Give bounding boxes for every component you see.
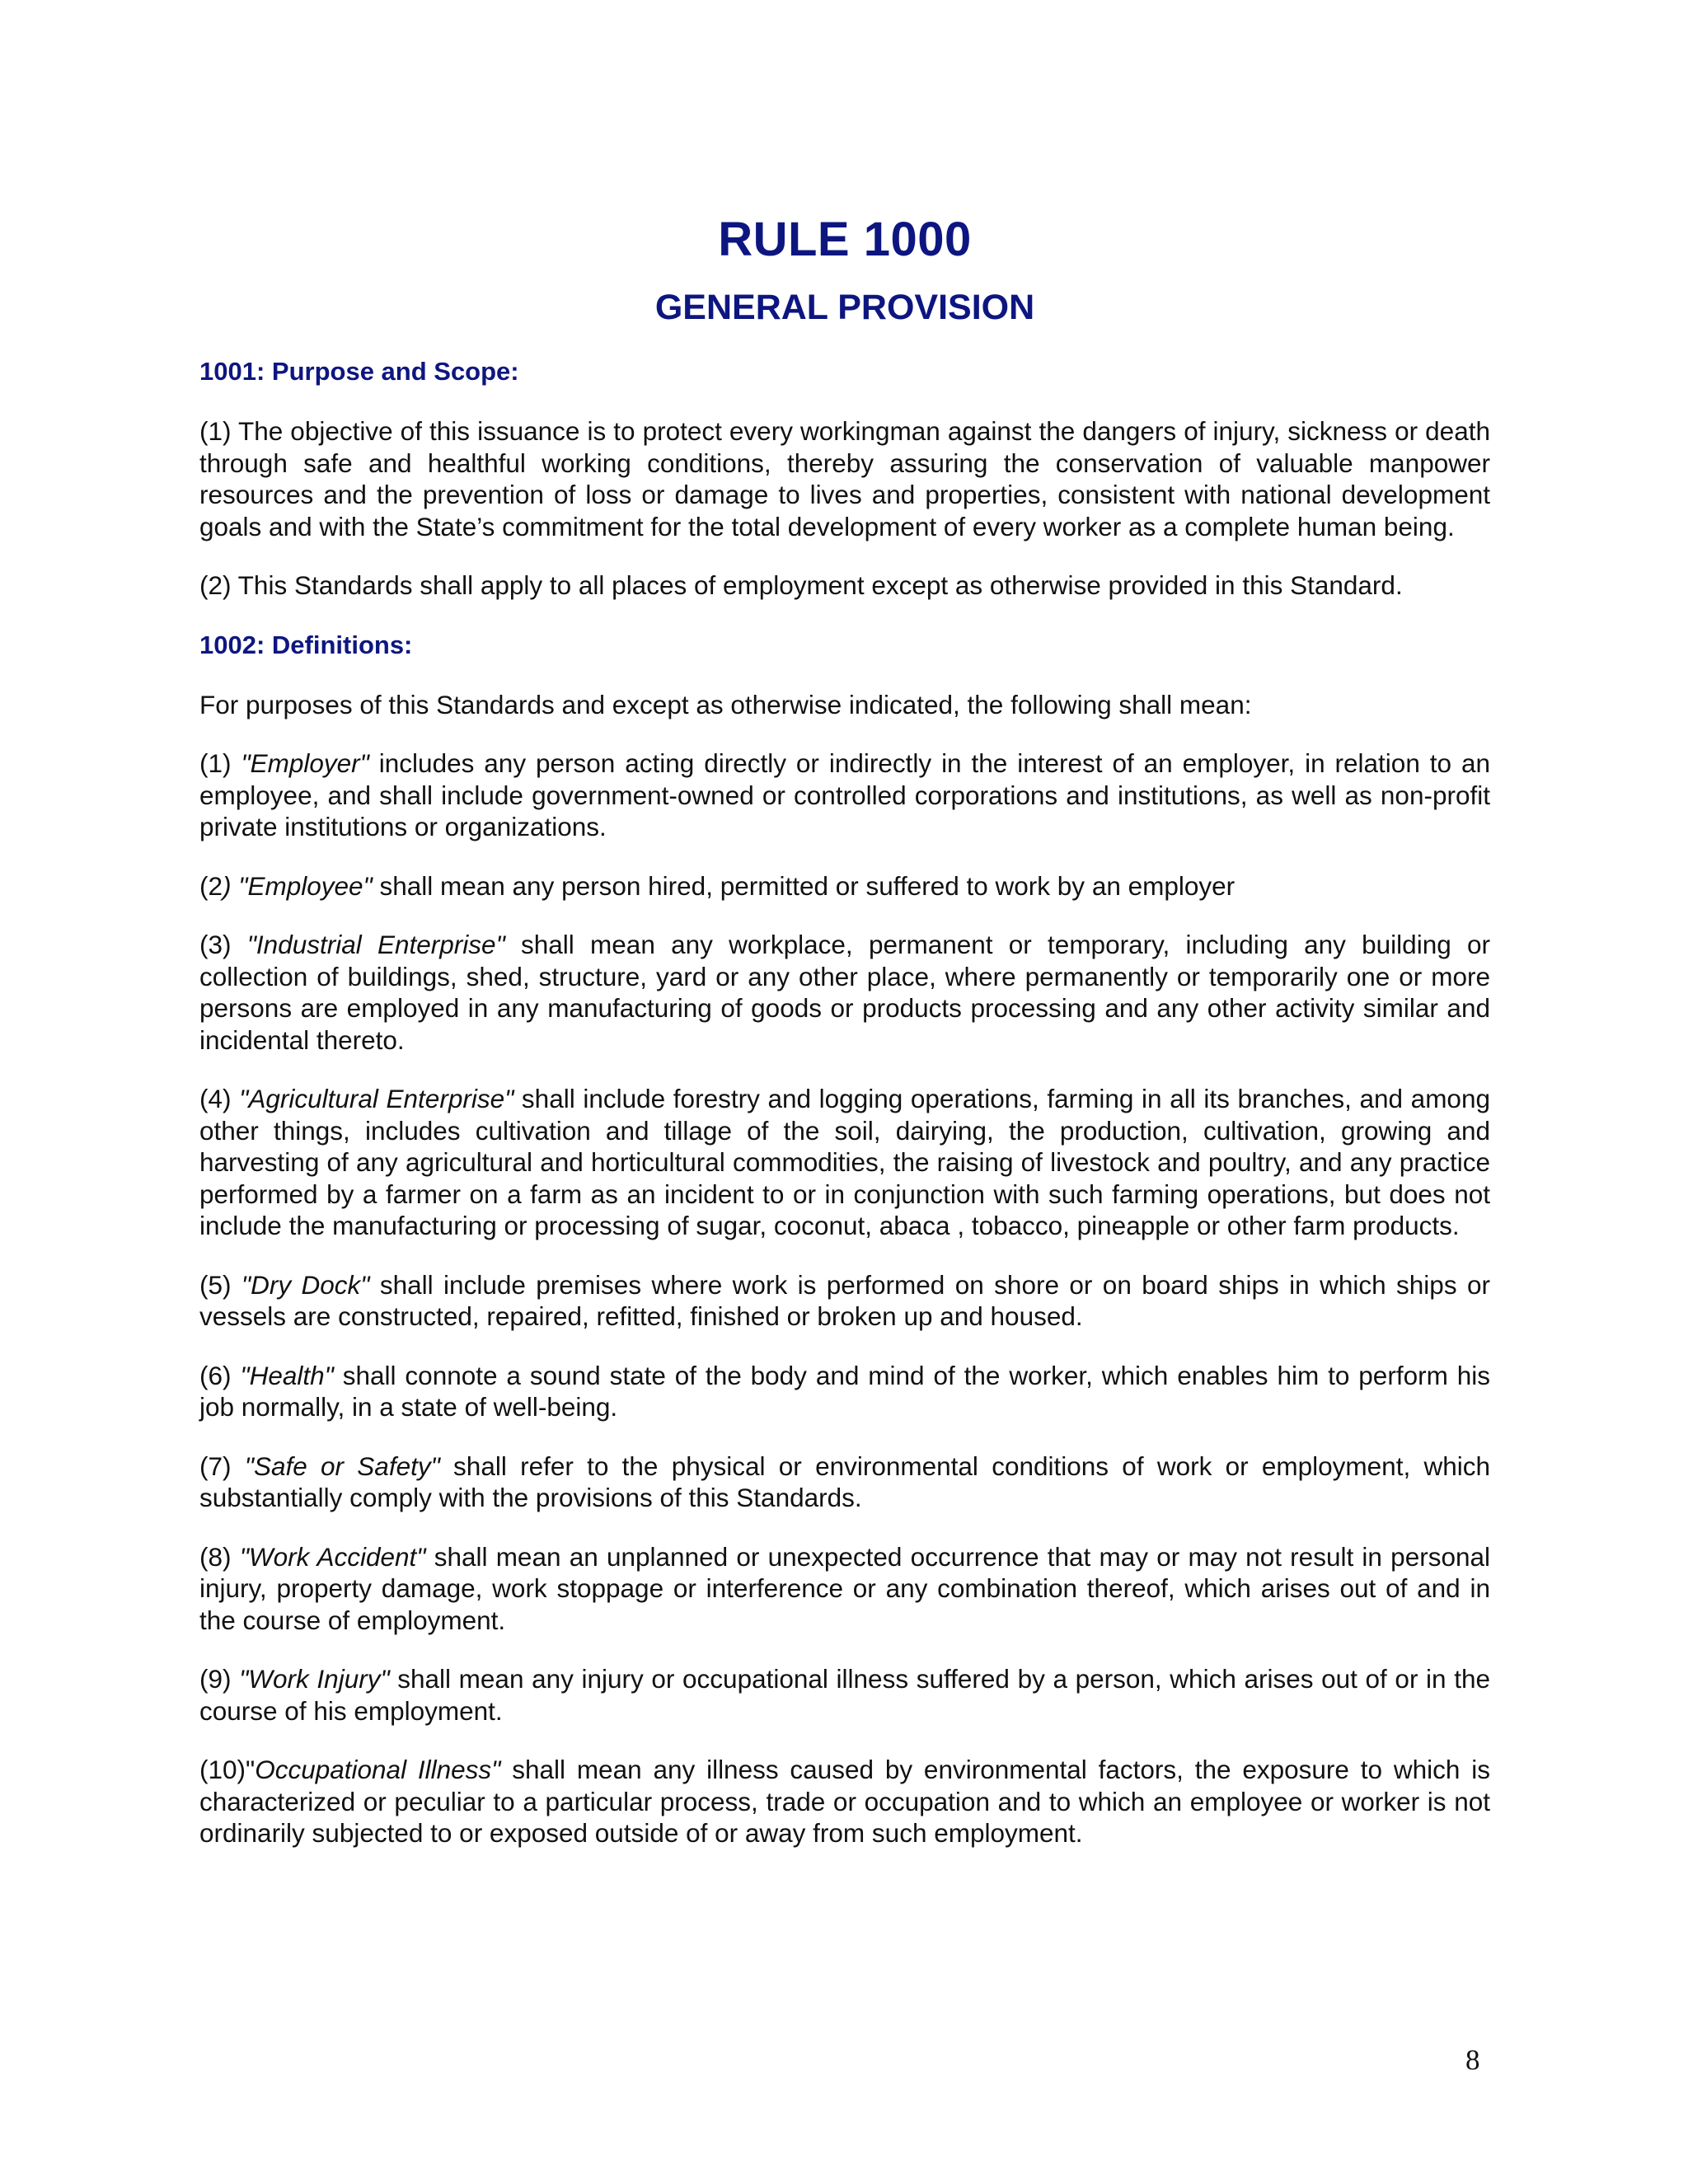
definition-term: "Employer" [241, 748, 369, 778]
definition-industrial-enterprise [199, 929, 1490, 1056]
definition-text: shall include premises where work is performed on shore or on board ships in which ships or vessels are constructed, repaired, refitted, finished or broken up and housed. [199, 1269, 1490, 1331]
definition-work-injury [199, 1663, 1490, 1727]
paragraph-1001-2 [199, 569, 1490, 602]
definition-dry-dock [199, 1269, 1490, 1333]
definition-agricultural-enterprise [199, 1083, 1490, 1242]
definition-number: (6) [199, 1360, 241, 1390]
definition-term: ) "Employee" [223, 870, 373, 901]
definition-term: "Work Injury" [239, 1664, 390, 1694]
definition-term: "Agricultural Enterprise" [239, 1084, 514, 1113]
definition-number: (7) [199, 1451, 245, 1481]
page-number: 8 [1465, 2044, 1480, 2076]
definition-term: "Health" [240, 1360, 334, 1390]
definition-term: "Dry Dock" [241, 1269, 370, 1300]
document-title: RULE 1000 [718, 213, 972, 266]
section-heading-1001: 1001: Purpose and Scope: [199, 357, 519, 386]
definition-employee [199, 870, 1490, 902]
definition-health [199, 1360, 1490, 1423]
definition-text: shall connote a sound state of the body and mind of the worker, which enables him to perform his job normally, in a state of well-being. [199, 1360, 1490, 1422]
paragraph-1002-intro [199, 689, 1490, 721]
definition-text: shall mean any person hired, permitted or suffered to work by an employer [372, 870, 1236, 901]
paragraph-1001-1 [199, 415, 1490, 542]
definition-term: "Safe or Safety" [244, 1451, 440, 1481]
document-page [199, 210, 1490, 1849]
section-heading-1002: 1002: Definitions: [199, 630, 413, 659]
definition-text: shall refer to the physical or environmental conditions of work or employment, which substantially comply with the provisions of this Standards. [199, 1451, 1491, 1512]
definition-text: shall mean any workplace, permanent or temporary, including any building or collection of buildings, shed, structure, yard or any other place, where permanently or temporarily one or more persons are employed in any manufacturing of goods or products processing and any other activity similar and incidental thereto. [199, 930, 1490, 1055]
definition-safe-or-safety [199, 1451, 1490, 1514]
definition-employer [199, 748, 1490, 843]
definition-occupational-illness [199, 1754, 1490, 1849]
paragraph-text: (2) This Standards shall apply to all places of employment except as otherwise provided in this Standard. [199, 570, 1403, 600]
definition-number: (3) [199, 930, 247, 959]
document-subtitle: GENERAL PROVISION [654, 288, 1035, 327]
definition-number: (5) [199, 1269, 241, 1300]
definition-number: (4) [199, 1084, 240, 1113]
definition-term: "Industrial Enterprise" [246, 930, 505, 959]
definition-number: (2 [199, 870, 223, 901]
definition-text: shall mean any injury or occupational illness suffered by a person, which arises out of or in the course of his employment. [199, 1664, 1490, 1726]
definition-work-accident [199, 1541, 1490, 1637]
paragraph-text: (1) The objective of this issuance is to protect every workingman against the dangers of injury, sickness or death through safe and healthful working conditions, thereby assuring the conservation of valuable manpower resources and the prevention of loss or damage to lives and properties, consistent with national development goals and with the State’s commitment for the total development of every worker as a complete human being. [199, 416, 1490, 541]
definition-term: Occupational Illness" [255, 1755, 501, 1784]
definition-text: includes any person acting directly or indirectly in the interest of an employer, in relation to an employee, and shall include government-owned or controlled corporations and institutions, as well as non-profit private institutions or organizations. [199, 748, 1491, 841]
definition-number: (8) [199, 1541, 240, 1572]
paragraph-text: For purposes of this Standards and except as otherwise indicated, the following shall mean: [199, 689, 1252, 719]
definition-text: shall include forestry and logging operations, farming in all its branches, and among other things, includes cultivation and tillage of the soil, dairying, the production, cultivation, growing and harvesting of any agricultural and horticultural commodities, the raising of livestock and poultry, and any practice performed by a farmer on a farm as an incident to or in conjunction with such farming operations, but does not include the manufacturing or processing of sugar, coconut, abaca , tobacco, pineapple or other farm products. [199, 1084, 1490, 1240]
definition-number: (10)" [199, 1755, 256, 1784]
definition-number: (1) [199, 748, 241, 778]
definition-text: shall mean any illness caused by environmental factors, the exposure to which is characterized or peculiar to a particular process, trade or occupation and to which an employee or worker is not ordinarily subjected to or exposed outside of or away from such employment. [199, 1755, 1490, 1848]
definition-term: "Work Accident" [239, 1541, 426, 1572]
definition-number: (9) [199, 1664, 240, 1694]
definition-text: shall mean an unplanned or unexpected occurrence that may or may not result in personal injury, property damage, work stoppage or interference or any combination thereof, which arises out of and in the course of employment. [199, 1541, 1491, 1635]
